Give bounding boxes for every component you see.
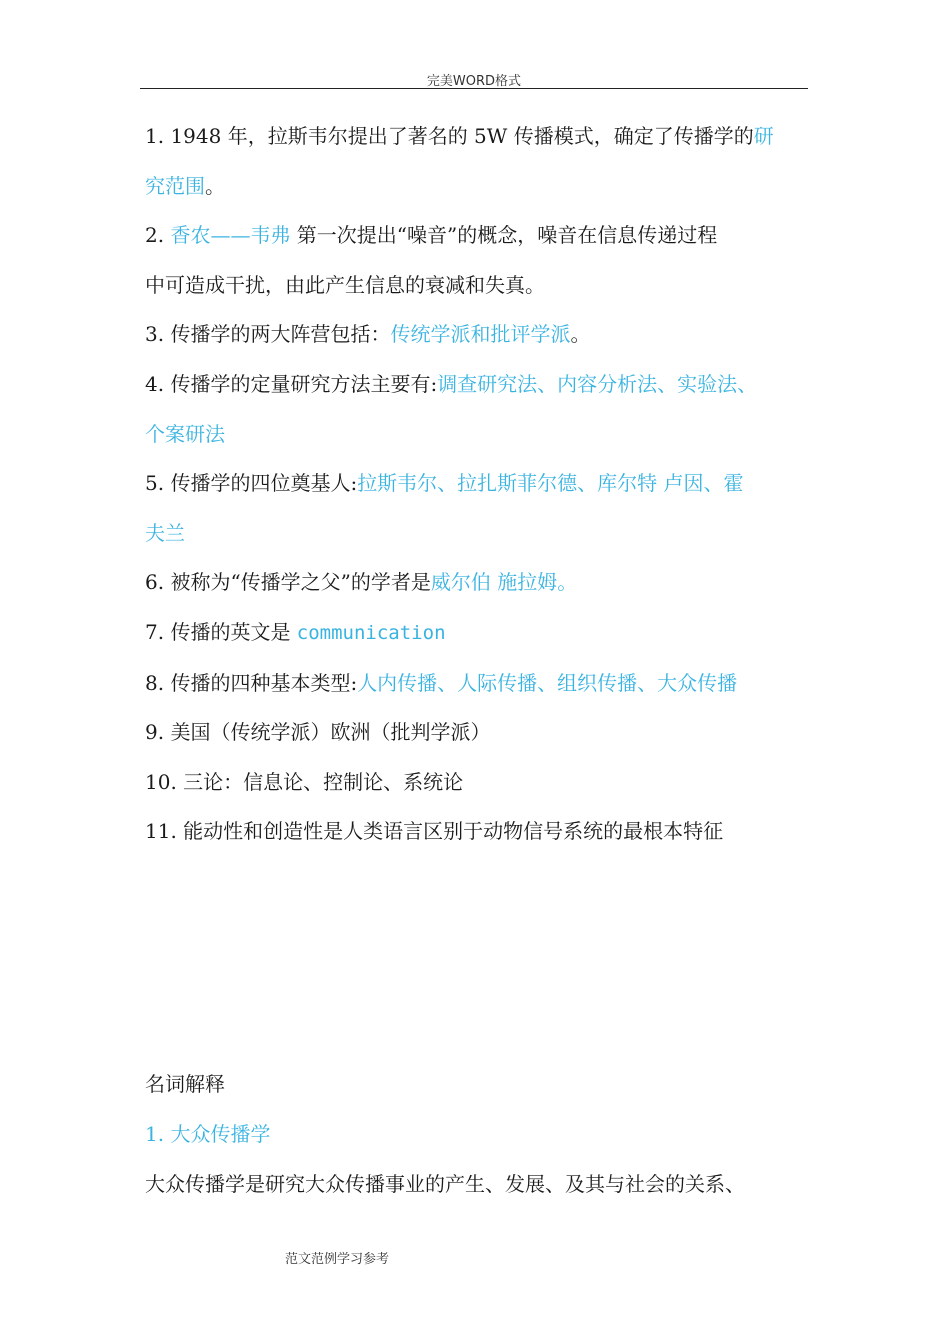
body-text: 9. 美国（传统学派）欧洲（批判学派） [145, 720, 491, 745]
list-item-line [145, 211, 810, 261]
body-text: 5. 传播学的四位奠基人: [145, 471, 358, 496]
list-item-line [145, 807, 810, 857]
list-item [145, 608, 810, 659]
list-item-line [145, 261, 810, 311]
list-item-line [145, 162, 810, 212]
body-text: 8. 传播的四种基本类型: [145, 670, 358, 695]
highlighted-text: 拉斯韦尔、拉扎斯菲尔德、库尔特 卢因、霍 [357, 471, 744, 496]
list-item-line [145, 758, 810, 808]
list-item-line [145, 459, 810, 509]
list-item [145, 310, 810, 360]
list-item-line [145, 558, 810, 608]
body-text: 11. 能动性和创造性是人类语言区别于动物信号系统的最根本特征 [145, 819, 724, 844]
header-divider [140, 88, 808, 89]
highlighted-text: 个案研法 [145, 421, 225, 446]
term-heading: 1. 大众传播学 [145, 1122, 271, 1146]
body-text: 第一次提出“噪音”的概念，噪音在信息传递过程 [290, 223, 718, 248]
body-text: 1. 1948 年，拉斯韦尔提出了著名的 5W 传播模式，确定了传播学的 [145, 124, 754, 148]
section-title: 名词解释 [145, 1072, 225, 1096]
page-header: 完美WORD格式 [426, 74, 522, 89]
body-text: 7. 传播的英文是 [145, 619, 297, 644]
body-text: 10. 三论：信息论、控制论、系统论 [145, 769, 464, 794]
highlighted-text: 威尔伯 施拉姆。 [430, 570, 578, 595]
list-item-line [145, 659, 810, 709]
highlighted-text: 夫兰 [145, 520, 185, 545]
term-definition: 大众传播学是研究大众传播事业的产生、发展、及其与社会的关系、 [145, 1172, 745, 1196]
list-item-line [145, 509, 810, 559]
list-item [145, 708, 810, 758]
body-text: 中可造成干扰，由此产生信息的衰减和失真。 [145, 272, 545, 297]
list-item-line [145, 608, 810, 659]
body-text: 2. [145, 223, 171, 248]
body-text: 6. 被称为“传播学之父”的学者是 [145, 570, 431, 595]
list-item [145, 360, 810, 459]
numbered-list [145, 112, 810, 857]
highlighted-text: 人内传播、人际传播、组织传播、大众传播 [357, 670, 738, 695]
highlighted-text: 究范围 [145, 173, 205, 198]
highlighted-text: 香农——韦弗 [170, 223, 291, 248]
highlighted-text: 传统学派和批评学派 [390, 322, 571, 347]
list-item [145, 807, 810, 857]
list-item [145, 758, 810, 808]
highlighted-text: 调查研究法、内容分析法、实验法、 [437, 371, 758, 396]
list-item-line [145, 410, 810, 460]
highlighted-text: 研 [753, 124, 774, 148]
list-item-line [145, 310, 810, 360]
list-item [145, 211, 810, 310]
list-item [145, 459, 810, 558]
list-item [145, 112, 810, 211]
body-text: 4. 传播学的定量研究方法主要有: [145, 371, 438, 396]
list-item-line [145, 708, 810, 758]
highlighted-text: communication [296, 621, 446, 644]
list-item [145, 659, 810, 709]
body-text: 。 [205, 173, 225, 198]
body-text: 3. 传播学的两大阵营包括： [145, 322, 391, 347]
list-item [145, 558, 810, 608]
page-footer: 范文范例学习参考 [285, 1252, 390, 1267]
list-item-line [145, 112, 810, 162]
list-item-line [145, 360, 810, 410]
body-text: 。 [570, 322, 591, 347]
